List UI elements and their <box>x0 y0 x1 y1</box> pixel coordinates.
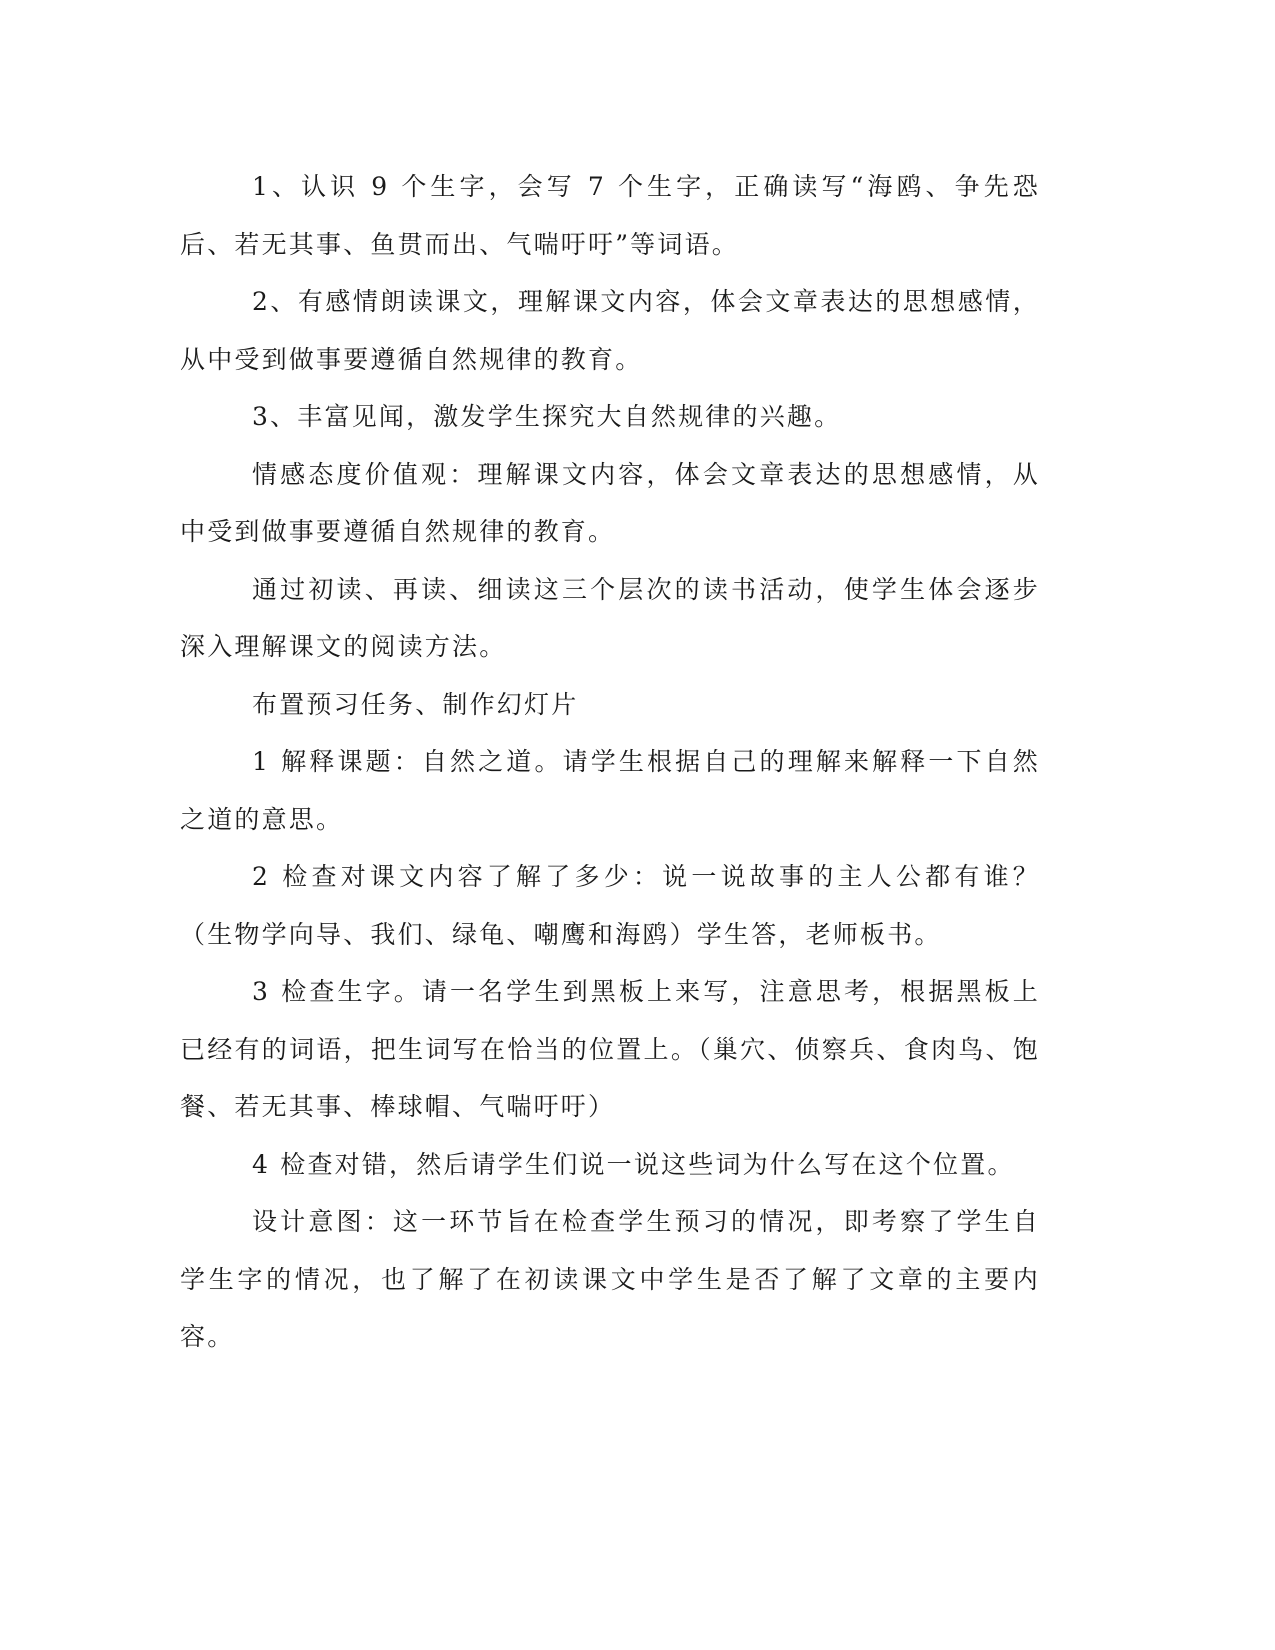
paragraph-step-1: 1 解释课题：自然之道。请学生根据自己的理解来解释一下自然之道的意思。 <box>180 747 1040 834</box>
paragraph-objective-3: 3、丰富见闻，激发学生探究大自然规律的兴趣。 <box>252 402 842 431</box>
paragraph-step-4: 4 检查对错，然后请学生们说一说这些词为什么写在这个位置。 <box>252 1149 1015 1179</box>
paragraph-objective-1: 1、认识 9 个生字，会写 7 个生字，正确读写“海鸥、争先恐后、若无其事、鱼贯而出、气喘吁吁”等词语。 <box>180 172 1040 259</box>
paragraph-design-intent: 设计意图：这一环节旨在检查学生预习的情况，即考察了学生自学生字的情况，也了解了在初读课文中学生是否了解了文章的主要内容。 <box>180 1207 1040 1351</box>
document-body <box>180 158 1040 1366</box>
paragraph-method: 通过初读、再读、细读这三个层次的读书活动，使学生体会逐步深入理解课文的阅读方法。 <box>180 574 1040 661</box>
paragraph-values: 情感态度价值观：理解课文内容，体会文章表达的思想感情，从中受到做事要遵循自然规律的教育。 <box>180 459 1040 546</box>
paragraph-step-2: 2 检查对课文内容了解了多少：说一说故事的主人公都有谁？（生物学向导、我们、绿龟、嘲鹰和海鸥）学生答，老师板书。 <box>180 862 1040 949</box>
paragraph-step-3: 3 检查生字。请一名学生到黑板上来写，注意思考，根据黑板上已经有的词语，把生词写在恰当的位置上。（巢穴、侦察兵、食肉鸟、饱餐、若无其事、棒球帽、气喘吁吁） <box>180 977 1040 1121</box>
paragraph-preparation: 布置预习任务、制作幻灯片 <box>252 689 579 719</box>
paragraph-objective-2: 2、有感情朗读课文，理解课文内容，体会文章表达的思想感情，从中受到做事要遵循自然规律的教育。 <box>180 287 1040 374</box>
